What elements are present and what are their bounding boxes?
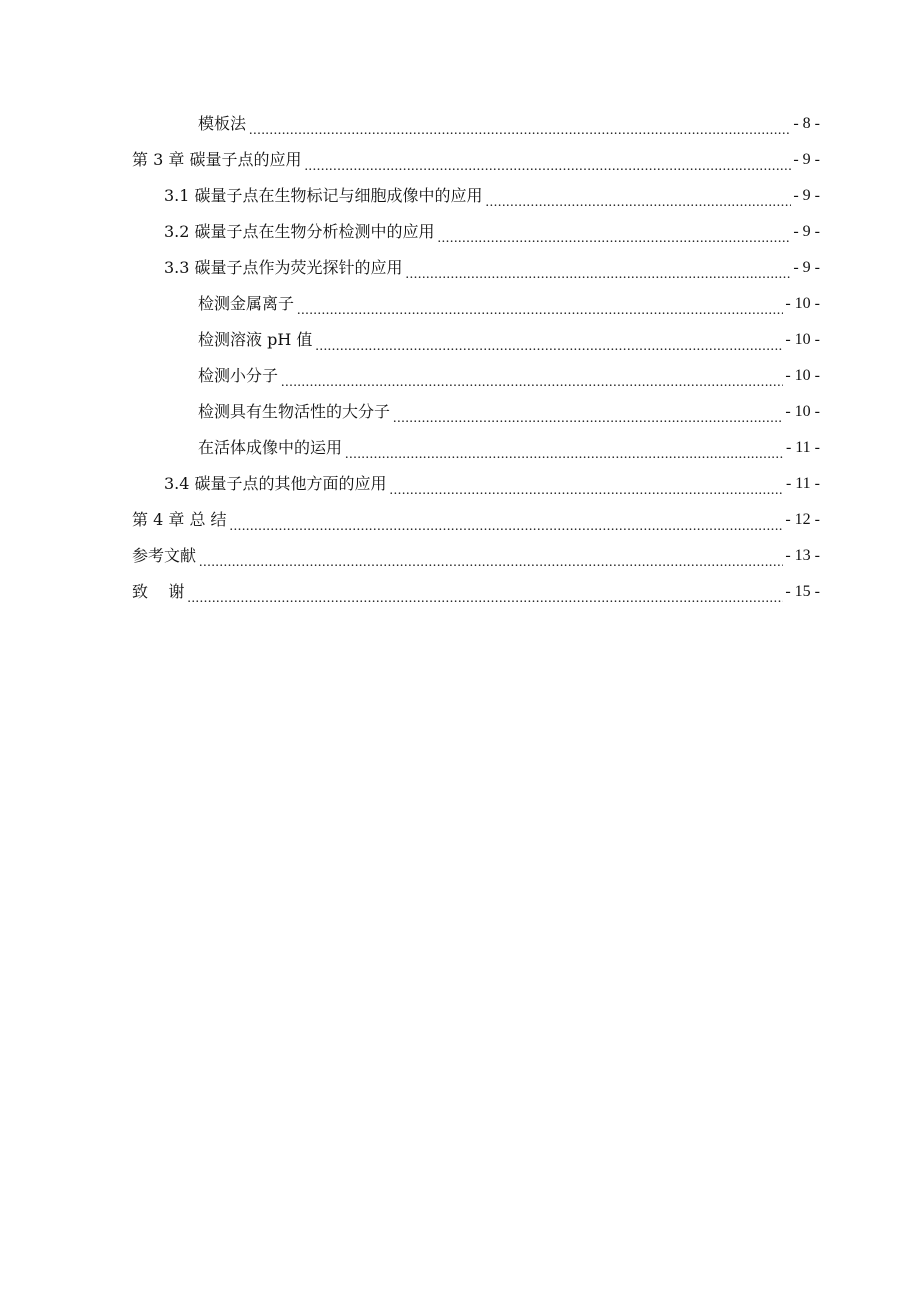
toc-entry-page: - 8 - [793, 115, 820, 132]
toc-entry-page: - 11 - [785, 439, 820, 456]
toc-entry-title: 模板法 [198, 114, 247, 133]
toc-entry-template-method[interactable] [132, 106, 820, 142]
toc-leader-dots [390, 466, 784, 502]
toc-entry-page: - 10 - [785, 403, 820, 420]
toc-entry-acknowledgements[interactable] [132, 574, 820, 610]
toc-entry-page: - 9 - [793, 223, 820, 240]
toc-entry-page: - 12 - [785, 511, 820, 528]
toc-leader-dots [304, 142, 791, 178]
toc-leader-dots [230, 502, 784, 538]
toc-entry-title: 3.3 碳量子点作为荧光探针的应用 [164, 258, 403, 277]
toc-entry-section-3-1[interactable] [132, 178, 820, 214]
toc-entry-title: 3.2 碳量子点在生物分析检测中的应用 [164, 222, 435, 241]
toc-entry-title: 在活体成像中的运用 [198, 438, 343, 457]
toc-entry-title: 检测小分子 [198, 366, 279, 385]
toc-entry-bioactive-macromolecules[interactable] [132, 394, 820, 430]
toc-entry-section-3-3[interactable] [132, 250, 820, 286]
toc-entry-title: 第 3 章 碳量子点的应用 [132, 150, 302, 169]
toc-entry-page: - 13 - [785, 547, 820, 564]
toc-entry-chapter-3[interactable] [132, 142, 820, 178]
toc-entry-small-molecules[interactable] [132, 358, 820, 394]
toc-entry-ph-value[interactable] [132, 322, 820, 358]
toc-entry-page: - 10 - [785, 367, 820, 384]
toc-entry-page: - 9 - [793, 151, 820, 168]
toc-leader-dots [486, 178, 792, 214]
toc-leader-dots [281, 358, 783, 394]
toc-entry-section-3-4[interactable] [132, 466, 820, 502]
toc-entry-page: - 10 - [785, 295, 820, 312]
toc-entry-page: - 11 - [785, 475, 820, 492]
toc-entry-chapter-4[interactable] [132, 502, 820, 538]
toc-leader-dots [249, 106, 791, 142]
toc-entry-title: 致 谢 [132, 582, 185, 601]
toc-entry-metal-ions[interactable] [132, 286, 820, 322]
toc-entry-page: - 9 - [793, 259, 820, 276]
toc-entry-title: 第 4 章 总 结 [132, 510, 227, 529]
toc-entry-title: 参考文献 [132, 546, 197, 565]
toc-entry-title: 检测溶液 pH 值 [198, 330, 313, 349]
toc-leader-dots [187, 574, 783, 610]
toc-leader-dots [199, 538, 783, 574]
toc-leader-dots [406, 250, 792, 286]
toc-leader-dots [438, 214, 792, 250]
toc-leader-dots [393, 394, 783, 430]
toc-entry-in-vivo-imaging[interactable] [132, 430, 820, 466]
toc-leader-dots [315, 322, 783, 358]
toc-entry-title: 3.4 碳量子点的其他方面的应用 [164, 474, 387, 493]
toc-leader-dots [297, 286, 783, 322]
toc-entry-title: 检测具有生物活性的大分子 [198, 402, 391, 421]
toc-entry-page: - 15 - [785, 583, 820, 600]
toc-entry-page: - 9 - [793, 187, 820, 204]
table-of-contents [132, 106, 820, 610]
toc-entry-title: 3.1 碳量子点在生物标记与细胞成像中的应用 [164, 186, 483, 205]
toc-entry-references[interactable] [132, 538, 820, 574]
toc-entry-title: 检测金属离子 [198, 294, 295, 313]
toc-leader-dots [345, 430, 784, 466]
toc-entry-section-3-2[interactable] [132, 214, 820, 250]
toc-entry-page: - 10 - [785, 331, 820, 348]
